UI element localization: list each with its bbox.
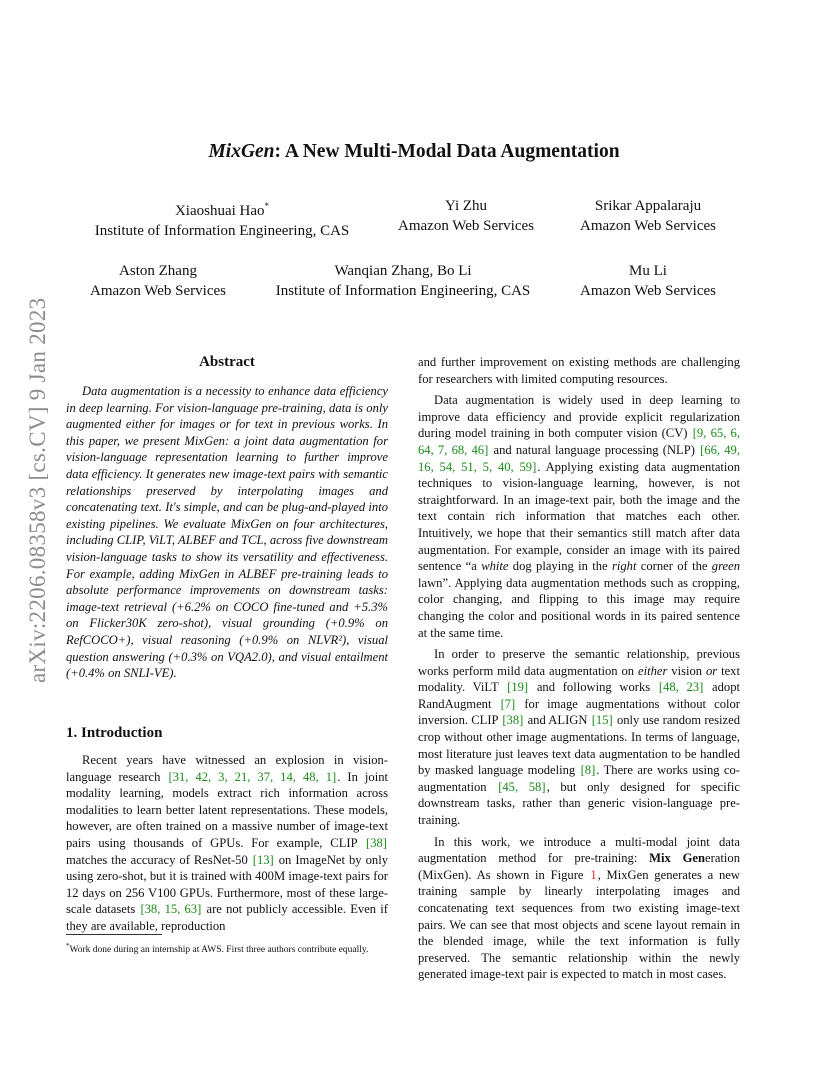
citation-link[interactable]: [38] xyxy=(366,835,387,850)
author-name: Aston Zhang xyxy=(119,263,197,279)
emphasis: either xyxy=(637,663,668,678)
section-heading-introduction: 1. Introduction xyxy=(66,725,163,741)
text-run: In this work, we introduce a multi-modal joint data augmentation method for pre-training: xyxy=(418,834,740,866)
paragraph-data-augmentation xyxy=(418,392,740,641)
author-affiliation: Amazon Web Services xyxy=(398,218,534,234)
text-run: and following works xyxy=(529,680,658,695)
author-block-4 xyxy=(78,261,238,301)
text-run: lawn”. Applying data augmentation methods such as cropping, color changing, and flipping to this image may require changing the color and positional words in its paired sentence at the same time. xyxy=(418,575,740,640)
emphasis: right xyxy=(611,559,637,574)
text-run: . There are works using co-augmentation xyxy=(418,763,740,794)
text-run: In order to preserve the semantic relationship, previous works perform mild data augmentation on xyxy=(418,647,740,678)
author-name: Xiaoshuai Hao xyxy=(174,203,265,219)
text-run: are not publicly accessible. Even if they are available, reproduction xyxy=(66,902,388,933)
citation-link[interactable]: [48, 23] xyxy=(658,680,704,695)
text-run: , MixGen generates a new training sample by linearly interpolating images and concatenating text sequences from two existing image-text pairs. We can see that most objects and scene layout remain in the blended image, while the text information is fully preserved. The semantic relationship within the newly generated image-text pair is expected to match in most cases. xyxy=(418,867,740,982)
author-affiliation: Amazon Web Services xyxy=(580,218,716,234)
abstract-paragraph: Data augmentation is a necessity to enhance data efficiency in deep learning. For vision-language pre-training, data is only augmented either for images or for text in previous works. In this paper, we present MixGen: a joint data augmentation for vision-language representation learning to further improve data efficiency. It generates new image-text pairs with semantic relationships preserved by interpolating images and concatenating text. It's simple, and can be plug-and-played into existing pipelines. We evaluate MixGen on four architectures, including CLIP, ViLT, ALBEF and TCL, across five downstream vision-language tasks to show its versatility and effectiveness. For example, adding MixGen in ALBEF pre-training leads to absolute performance improvements on downstream tasks: image-text retrieval (+6.2% on COCO fine-tuned and +5.3% on Flicker30K zero-shot), visual grounding (+0.9% on RefCOCO+), visual reasoning (+0.9% on NLVR²), visual question answering (+0.3% on VQA2.0), and visual entailment (+0.4% on SNLI-VE). xyxy=(66,384,388,681)
author-block-1 xyxy=(72,196,372,241)
paragraph-mixgen-intro xyxy=(418,834,740,983)
right-column-body xyxy=(418,354,740,983)
text-run: Data augmentation is widely used in deep learning to improve data efficiency and provide explicit regularization during model training in both computer vision (CV) xyxy=(418,393,740,441)
author-affiliation: Amazon Web Services xyxy=(580,283,716,299)
citation-link[interactable]: [8] xyxy=(580,763,596,778)
text-run: vision xyxy=(667,663,706,678)
emphasis: white xyxy=(481,559,509,574)
introduction-body xyxy=(66,752,388,935)
author-affiliation: Institute of Information Engineering, CAS xyxy=(275,283,531,299)
author-affiliation: Institute of Information Engineering, CAS xyxy=(94,223,350,239)
text-run: . Applying existing data augmentation techniques to vision-language learning, however, is not straightforward. In an image-text pair, both the image and the text contain rich information that matches each other. Intuitively, we hope that their semantics still match after data augmentation. For example, consider an image with its paired sentence “a xyxy=(418,459,740,574)
author-name: Mu Li xyxy=(629,263,667,279)
footnote-divider xyxy=(66,934,162,935)
text-run: dog playing in the xyxy=(508,559,612,574)
footnote-mark: * xyxy=(264,201,270,211)
citation-link[interactable]: [15] xyxy=(591,713,613,728)
citation-link[interactable]: [31, 42, 3, 21, 37, 14, 48, 1] xyxy=(168,769,337,784)
footnote-text: Work done during an internship at AWS. First three authors contribute equally. xyxy=(69,945,369,956)
text-run: on ImageNet by only using zero-shot, but it is trained with 400M image-text pairs for 12 days on 256 V100 GPUs. Furthermore, most of these large-scale datasets xyxy=(66,852,388,917)
footnote xyxy=(66,940,388,957)
text-run: Recent years have witnessed an explosion in vision-language research xyxy=(66,753,388,784)
author-block-6 xyxy=(566,261,730,301)
text-run: and natural language processing (NLP) xyxy=(489,442,700,457)
author-name: Wanqian Zhang, Bo Li xyxy=(334,263,472,279)
abstract-heading: Abstract xyxy=(199,354,255,370)
citation-link[interactable]: [19] xyxy=(507,680,529,695)
text-run: matches the accuracy of ResNet-50 xyxy=(66,852,252,867)
footnote-mark: * xyxy=(66,942,70,950)
paragraph-continuation: and further improvement on existing methods are challenging for researchers with limited computing resources. xyxy=(418,355,740,386)
text-run: adopt RandAugment xyxy=(418,680,740,711)
citation-link[interactable]: [9, 65, 6, 64, 7, 68, 46] xyxy=(418,426,741,457)
title-mixgen: MixGen xyxy=(208,141,275,162)
text-run: , but only designed for specific downstream tasks, rather than generic vision-language pre-training. xyxy=(418,779,741,828)
author-block-3 xyxy=(566,196,730,236)
title-rest: : A New Multi-Modal Data Augmentation xyxy=(274,141,620,162)
paper-title xyxy=(0,141,828,163)
text-run: for image augmentations without color inversion. CLIP xyxy=(418,696,740,728)
text-run: . In joint modality learning, models extract rich information across modalities to learn better latent representations. These models, however, are often trained on a massive number of image-text pairs using thousands of GPUs. For example, CLIP xyxy=(66,769,388,850)
text-run: corner of the xyxy=(636,559,712,574)
paragraph-semantic-relationship xyxy=(418,646,740,829)
intro-paragraph-1 xyxy=(66,752,388,935)
emphasis: or xyxy=(705,663,718,678)
bold-term: Mix Gen xyxy=(649,851,706,866)
citation-link[interactable]: [38, 15, 63] xyxy=(140,902,202,917)
citation-link[interactable]: [13] xyxy=(252,852,274,867)
arxiv-identifier-stamp: arXiv:2206.08358v3 [cs.CV] 9 Jan 2023 xyxy=(25,297,50,683)
author-name: Yi Zhu xyxy=(444,198,488,214)
text-run: and ALIGN xyxy=(524,713,591,728)
citation-link[interactable]: [38] xyxy=(502,713,524,728)
figure-reference-link[interactable]: 1 xyxy=(590,867,597,882)
text-run: only use random resized crop without other image augmentations. In terms of language, most literature just leaves text data augmentation to be handled by masked language modeling xyxy=(418,713,741,778)
citation-link[interactable]: [66, 49, 16, 54, 51, 5, 40, 59] xyxy=(418,442,740,474)
author-block-5 xyxy=(258,261,548,301)
abstract-body xyxy=(66,383,388,682)
emphasis: green xyxy=(711,559,740,574)
author-block-2 xyxy=(386,196,546,236)
text-run: text modality. ViLT xyxy=(418,663,740,695)
author-affiliation: Amazon Web Services xyxy=(90,283,226,299)
citation-link[interactable]: [7] xyxy=(500,696,516,711)
citation-link[interactable]: [45, 58] xyxy=(498,779,546,794)
author-name: Srikar Appalaraju xyxy=(594,198,702,214)
text-run: eration (MixGen). As shown in Figure xyxy=(418,851,740,882)
